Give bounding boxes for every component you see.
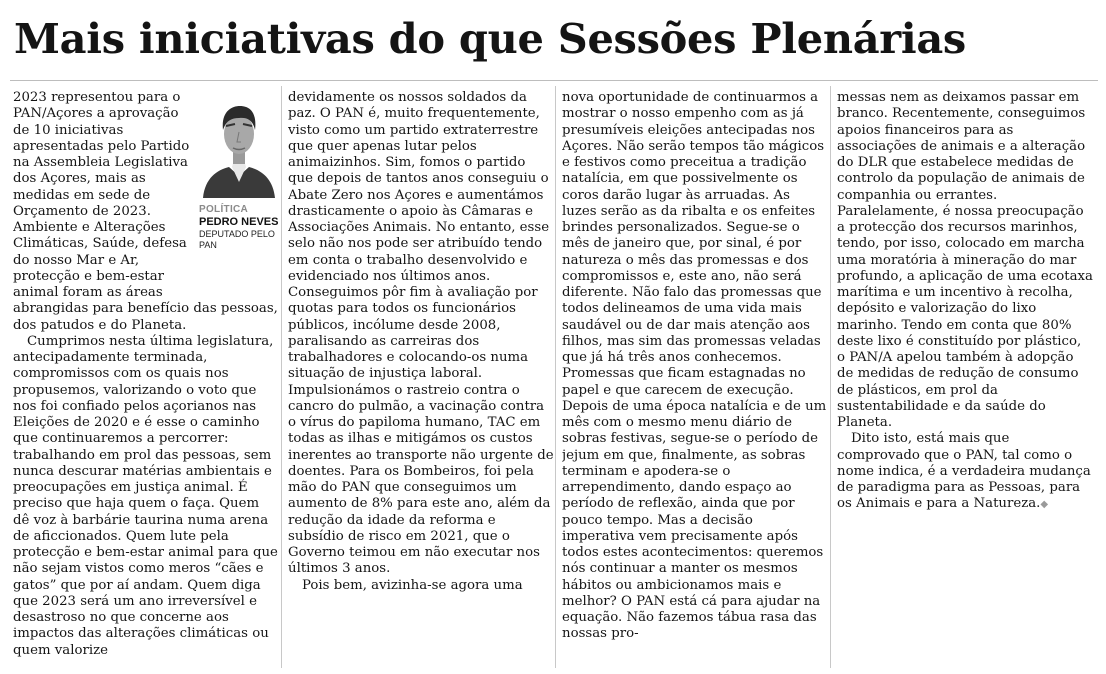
paragraph: [837, 431, 1093, 513]
column-divider: [830, 86, 831, 668]
author-box: [199, 90, 279, 298]
paragraph: Pois bem, avizinha-se agora uma: [302, 577, 523, 593]
paragraph: Cumprimos nesta última legislatura, antecipadamente terminada, compromissos com os quais nos propusemos, valorizando o voto que nos foi confiado pelos açorianos nas Eleições de 2020 e é esse o caminho que continuaremos a percorrer: trabalhando em prol das pessoas, sem nunca descurar matérias ambientais e preocupações em justiça animal. É preciso que haja quem o faça. Quem dê voz à barbárie taurina numa arena de aficcionados. Quem lute pela protecção e bem-estar animal para que não sejam vistos como meros “cães e gatos” que por aí andam. Quem diga que 2023 será um ano irreversível e desastroso no que concerne aos impactos das alterações climáticas ou quem valorize: [13, 333, 278, 658]
paragraph: 2023 representou para o PAN/Açores a aprovação de 10 iniciativas apresentadas pelo Partido na Assembleia Legislativa dos Açores, mais as medidas em sede de Orçamento de 2023. Ambiente e Alterações Climáticas, Saúde, defesa do nosso Mar e Ar, protecção e bem-estar animal foram as áreas abrangidas para benefício das pessoas, dos patudos e do Planeta.: [13, 90, 278, 333]
section-label: POLÍTICA: [199, 204, 249, 215]
paragraph: devidamente os nossos soldados da paz. O PAN é, muito frequentemente, visto como um partido extraterrestre que quer apenas lutar pelos animaizinhos. Sim, fomos o partido que depois de tantos anos conseguiu o Abate Zero nos Açores e aumentámos drasticamente o apoio às Câmaras e Associações Animais. No entanto, esse selo não nos pode ser atribuído tendo em conta o trabalho desenvolvido e evidenciado nos últimos anos. Conseguimos pôr fim à avaliação por quotas para todos os funcionários públicos, incólume desde 2008, paralisando as carreiras dos trabalhadores e colocando-os numa situação de injustiça laboral. Impulsionámos o rastreio contra o cancro do pulmão, a vacinação contra o vírus do papiloma humano, TAC em todas as ilhas e mitigámos os custos inerentes ao transporte não urgente de doentes. Para os Bombeiros, foi pela mão do PAN que conseguimos um aumento de 8% para este ano, além da redução da idade da reforma e subsídio de risco em 2021, que o Governo teimou em não executar nos últimos 3 anos.: [288, 90, 554, 577]
text-column-4: [837, 90, 1093, 670]
article-title: Mais iniciativas do que Sessões Plenárias: [14, 14, 966, 63]
closing-text: Dito isto, está mais que comprovado que o PAN, tal como o nome indica, é a verdadeira mudança de paradigma para as Pessoas, para os Animais e para a Natureza.: [837, 431, 1091, 512]
text-column-2: [288, 90, 554, 670]
author-role: DEPUTADO PELO PAN: [199, 229, 275, 250]
paragraph: nova oportunidade de continuarmos a mostrar o nosso empenho com as já presumíveis eleições antecipadas nos Açores. Não serão tempos tão mágicos e festivos como preceitua a tradição natalícia, em que possivelmente os coros darão lugar às arruadas. As luzes serão as da ribalta e os enfeites brindes personalizados. Segue-se o mês de janeiro que, por sinal, é por natureza o mês das promessas e dos compromissos e, este ano, não será diferente. Não falo das promessas que todos delineamos de uma vida mais saudável ou de dar mais atenção aos filhos, mas sim das promessas veladas que já há três anos conhecemos. Promessas que ficam estagnadas no papel e que carecem de execução. Depois de uma época natalícia e de um mês com o mesmo menu diário de sobras festivas, segue-se o período de jejum em que, finalmente, as sobras terminam e apodera-se o arrependimento, dando espaço ao período de reflexão, ainda que por pouco tempo. Mas a decisão imperativa vem precisamente após todos estes acontecimentos: queremos nós continuar a manter os mesmos hábitos ou ambicionamos mais e melhor? O PAN está cá para ajudar na equação. Não fazemos tábua rasa das nossas pro-: [562, 90, 827, 642]
text-column-1: [13, 90, 279, 670]
title-divider: [10, 80, 1098, 81]
column-divider: [555, 86, 556, 668]
author-name: PEDRO NEVES: [199, 216, 279, 228]
paragraph: messas nem as deixamos passar em branco. Recentemente, conseguimos apoios financeiros para as associações de animais e a alteração do DLR que estabelece medidas de controlo da população de animais de companhia ou errantes. Paralelamente, é nossa preocupação a protecção dos recursos marinhos, tendo, por isso, colocado em marcha uma moratória à mineração do mar profundo, a aplicação de uma ecotaxa marítima e um incentivo à recolha, depósito e valorização do lixo marinho. Tendo em conta que 80% deste lixo é constituído por plástico, o PAN/A apelou também à adopção de medidas de redução de consumo de plásticos, em prol da sustentabilidade e da saúde do Planeta.: [837, 90, 1093, 430]
author-photo: [199, 90, 279, 198]
column-divider: [281, 86, 282, 668]
end-mark-icon: ◆: [1040, 499, 1049, 511]
text-column-3: [562, 90, 828, 670]
